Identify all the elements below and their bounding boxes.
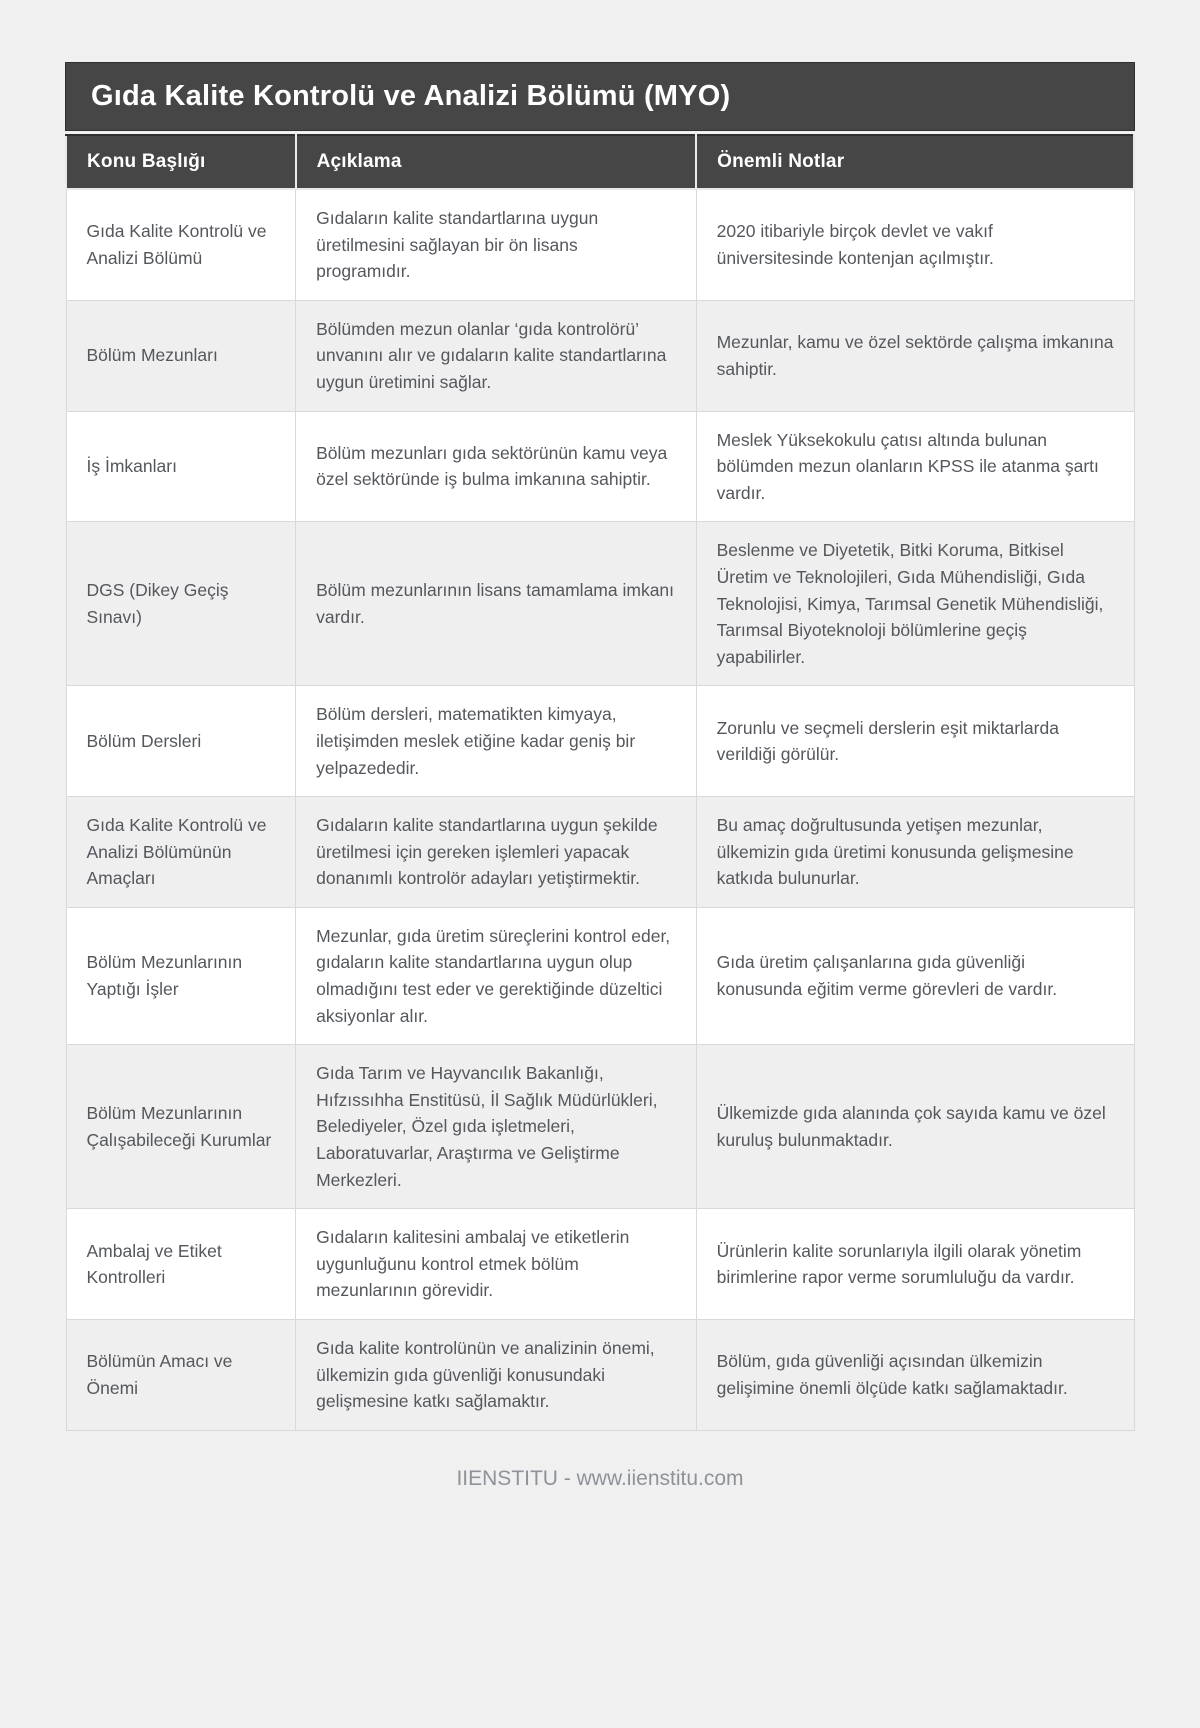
topic-cell: Bölüm Mezunları [66,300,296,411]
notes-cell: Ürünlerin kalite sorunlarıyla ilgili olarak yönetim birimlerine rapor verme sorumluluğu da vardır. [696,1209,1134,1320]
table-row [66,1045,1134,1209]
description-cell: Gıda kalite kontrolünün ve analizinin önemi, ülkemizin gıda güvenliği konusundaki gelişmesine katkı sağlamaktır. [296,1320,697,1431]
table-row [66,522,1134,686]
notes-cell: Meslek Yüksekokulu çatısı altında bulunan bölümden mezun olanların KPSS ile atanma şartı vardır. [696,411,1134,522]
description-cell: Mezunlar, gıda üretim süreçlerini kontrol eder, gıdaların kalite standartlarına uygun olup olmadığını test eder ve gerektiğinde düzeltici aksiyonlar alır. [296,907,697,1044]
description-cell: Bölüm mezunlarının lisans tamamlama imkanı vardır. [296,522,697,686]
column-header-topic: Konu Başlığı [66,135,296,189]
description-cell: Bölüm dersleri, matematikten kimyaya, iletişimden meslek etiğine kadar geniş bir yelpazededir. [296,686,697,797]
notes-cell: Mezunlar, kamu ve özel sektörde çalışma imkanına sahiptir. [696,300,1134,411]
topic-cell: İş İmkanları [66,411,296,522]
notes-cell: Zorunlu ve seçmeli derslerin eşit miktarlarda verildiği görülür. [696,686,1134,797]
table-row [66,797,1134,908]
notes-cell: 2020 itibariyle birçok devlet ve vakıf üniversitesinde kontenjan açılmıştır. [696,189,1134,300]
topic-cell: Bölüm Mezunlarının Çalışabileceği Kurumlar [66,1045,296,1209]
table-row [66,1320,1134,1431]
content-card [65,62,1135,1431]
topic-cell: Ambalaj ve Etiket Kontrolleri [66,1209,296,1320]
page-title: Gıda Kalite Kontrolü ve Analizi Bölümü (MYO) [65,62,1135,131]
table-row [66,189,1134,300]
notes-cell: Bölüm, gıda güvenliği açısından ülkemizin gelişimine önemli ölçüde katkı sağlamaktadır. [696,1320,1134,1431]
description-cell: Gıdaların kalitesini ambalaj ve etiketlerin uygunluğunu kontrol etmek bölüm mezunlarının görevidir. [296,1209,697,1320]
description-cell: Bölüm mezunları gıda sektörünün kamu veya özel sektöründe iş bulma imkanına sahiptir. [296,411,697,522]
description-cell: Gıdaların kalite standartlarına uygun üretilmesini sağlayan bir ön lisans programıdır. [296,189,697,300]
table-row [66,1209,1134,1320]
topic-cell: Bölüm Dersleri [66,686,296,797]
description-cell: Gıda Tarım ve Hayvancılık Bakanlığı, Hıfzıssıhha Enstitüsü, İl Sağlık Müdürlükleri, Belediyeler, Özel gıda işletmeleri, Laboratuvarlar, Araştırma ve Geliştirme Merkezleri. [296,1045,697,1209]
header-row [66,135,1134,189]
table-row [66,686,1134,797]
info-table [65,134,1135,1431]
footer-text: IIENSTITU - www.iienstitu.com [456,1466,744,1490]
table-row [66,907,1134,1044]
column-header-description: Açıklama [296,135,697,189]
description-cell: Bölümden mezun olanlar ‘gıda kontrolörü’ unvanını alır ve gıdaların kalite standartlarına uygun üretimini sağlar. [296,300,697,411]
notes-cell: Gıda üretim çalışanlarına gıda güvenliği konusunda eğitim verme görevleri de vardır. [696,907,1134,1044]
table-row [66,300,1134,411]
table-row [66,411,1134,522]
topic-cell: DGS (Dikey Geçiş Sınavı) [66,522,296,686]
notes-cell: Beslenme ve Diyetetik, Bitki Koruma, Bitkisel Üretim ve Teknolojileri, Gıda Mühendisliği, Gıda Teknolojisi, Kimya, Tarımsal Genetik Mühendisliği, Tarımsal Biyoteknoloji bölümlerine geçiş yapabilirler. [696,522,1134,686]
topic-cell: Bölümün Amacı ve Önemi [66,1320,296,1431]
topic-cell: Gıda Kalite Kontrolü ve Analizi Bölümü [66,189,296,300]
notes-cell: Ülkemizde gıda alanında çok sayıda kamu ve özel kuruluş bulunmaktadır. [696,1045,1134,1209]
topic-cell: Gıda Kalite Kontrolü ve Analizi Bölümünün Amaçları [66,797,296,908]
description-cell: Gıdaların kalite standartlarına uygun şekilde üretilmesi için gereken işlemleri yapacak donanımlı kontrolör adayları yetiştirmektir. [296,797,697,908]
column-header-notes: Önemli Notlar [696,135,1134,189]
topic-cell: Bölüm Mezunlarının Yaptığı İşler [66,907,296,1044]
notes-cell: Bu amaç doğrultusunda yetişen mezunlar, ülkemizin gıda üretimi konusunda gelişmesine katkıda bulunurlar. [696,797,1134,908]
